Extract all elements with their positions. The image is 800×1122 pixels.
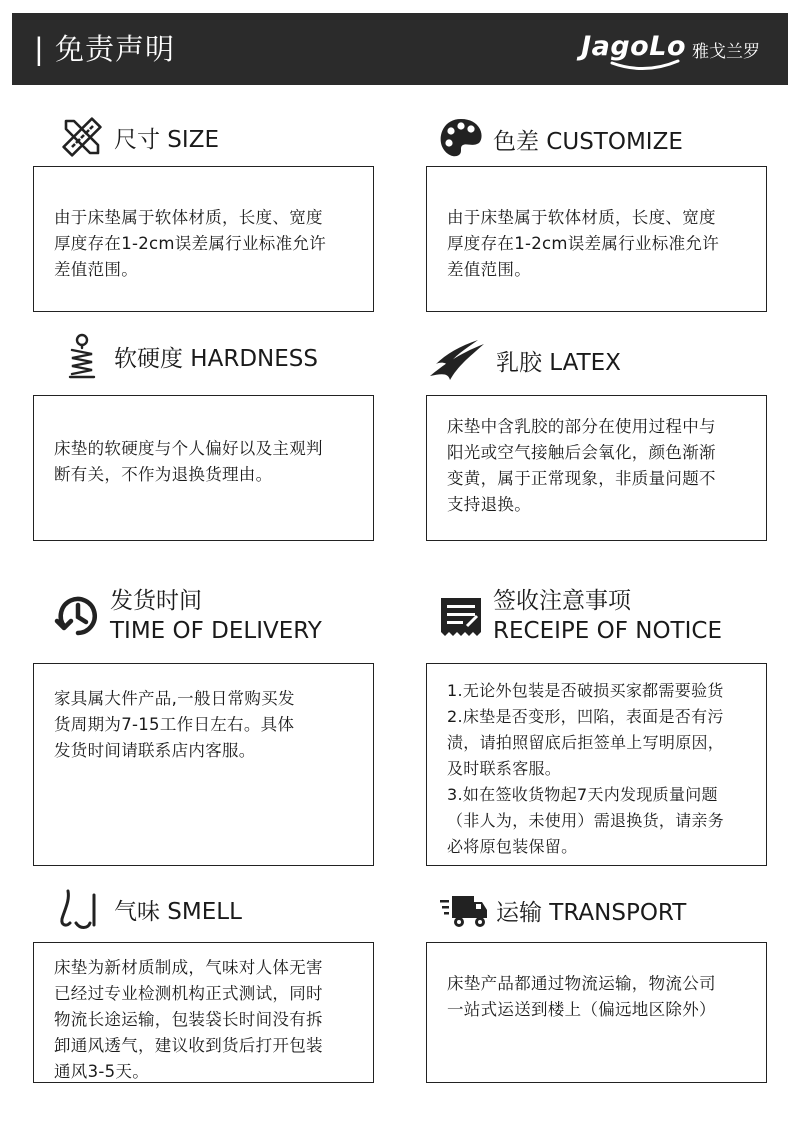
section-hardness-heading — [58, 332, 318, 380]
section-delivery-title-en: TIME OF DELIVERY — [110, 618, 322, 644]
section-size-title: 尺寸 SIZE — [114, 126, 219, 153]
section-delivery-heading — [54, 586, 322, 646]
section-customize-box — [426, 166, 767, 312]
section-receipt-text: 1.无论外包装是否破损买家都需要验货 2.床垫是否变形，凹陷，表面是否有污 渍，请拍照留底后拒签单上写明原因， 及时联系客服。 3.如在签收货物起7天内发现质量问题 （非人为，未使用）需退换货，请亲务 必将原包装保留。 — [447, 681, 725, 856]
ruler-pencil-icon — [58, 113, 106, 161]
section-customize-text: 由于床垫属于软体材质，长度、宽度 厚度存在1-2cm误差属行业标准允许 差值范围。 — [447, 208, 719, 279]
receipt-icon — [437, 592, 485, 640]
section-smell-title: 气味 SMELL — [114, 898, 242, 925]
section-latex-text: 床垫中含乳胶的部分在使用过程中与 阳光或空气接触后会氧化，颜色渐渐 变黄，属于正常现象，非质量问题不 支持退换。 — [447, 417, 716, 514]
section-hardness-text: 床垫的软硬度与个人偏好以及主观判 断有关，不作为退换货理由。 — [54, 439, 323, 484]
brand-logo-text: JagoLo — [581, 31, 686, 62]
section-transport-heading — [440, 886, 686, 934]
section-receipt-heading — [437, 586, 722, 646]
palette-icon — [437, 115, 485, 163]
delivery-truck-icon — [440, 886, 488, 934]
latex-leaf-icon — [428, 336, 488, 384]
section-delivery-title-cn: 发货时间 — [110, 588, 202, 614]
nose-icon — [58, 885, 106, 933]
section-receipt-title-en: RECEIPE OF NOTICE — [493, 618, 722, 644]
section-customize-title: 色差 CUSTOMIZE — [493, 128, 683, 155]
section-smell-text: 床垫为新材质制成，气味对人体无害 已经过专业检测机构正式测试，同时 物流长途运输，包装袋长时间没有拆 卸通风透气，建议收到货后打开包装 通风3-5天。 — [54, 958, 323, 1081]
section-customize-heading — [437, 115, 683, 163]
section-smell-heading — [58, 885, 242, 933]
section-smell-box — [33, 942, 374, 1083]
section-latex-title: 乳胶 LATEX — [496, 349, 621, 376]
page-title: | 免责声明 — [34, 32, 175, 66]
section-receipt-title-cn: 签收注意事项 — [493, 588, 631, 614]
section-hardness-title: 软硬度 HARDNESS — [114, 345, 318, 372]
section-size-box — [33, 166, 374, 312]
section-delivery-text: 家具属大件产品,一般日常购买发 货周期为7-15工作日左右。具体 发货时间请联系店内客服。 — [54, 689, 295, 760]
brand-chinese-name: 雅戈兰罗 — [692, 42, 760, 62]
section-transport-text: 床垫产品都通过物流运输，物流公司 一站式运送到楼上（偏远地区除外） — [447, 974, 716, 1019]
clock-arrow-icon — [54, 592, 102, 640]
section-receipt-box — [426, 663, 767, 866]
section-hardness-box — [33, 395, 374, 541]
section-transport-box — [426, 942, 767, 1083]
spring-icon — [58, 332, 106, 380]
brand-swoosh-icon — [610, 59, 680, 71]
section-latex-heading — [428, 336, 621, 384]
section-delivery-box — [33, 663, 374, 866]
section-size-text: 由于床垫属于软体材质，长度、宽度 厚度存在1-2cm误差属行业标准允许 差值范围。 — [54, 208, 326, 279]
section-latex-box — [426, 395, 767, 541]
section-transport-title: 运输 TRANSPORT — [496, 899, 687, 926]
section-size-heading — [58, 113, 219, 161]
header-bar — [12, 13, 788, 85]
